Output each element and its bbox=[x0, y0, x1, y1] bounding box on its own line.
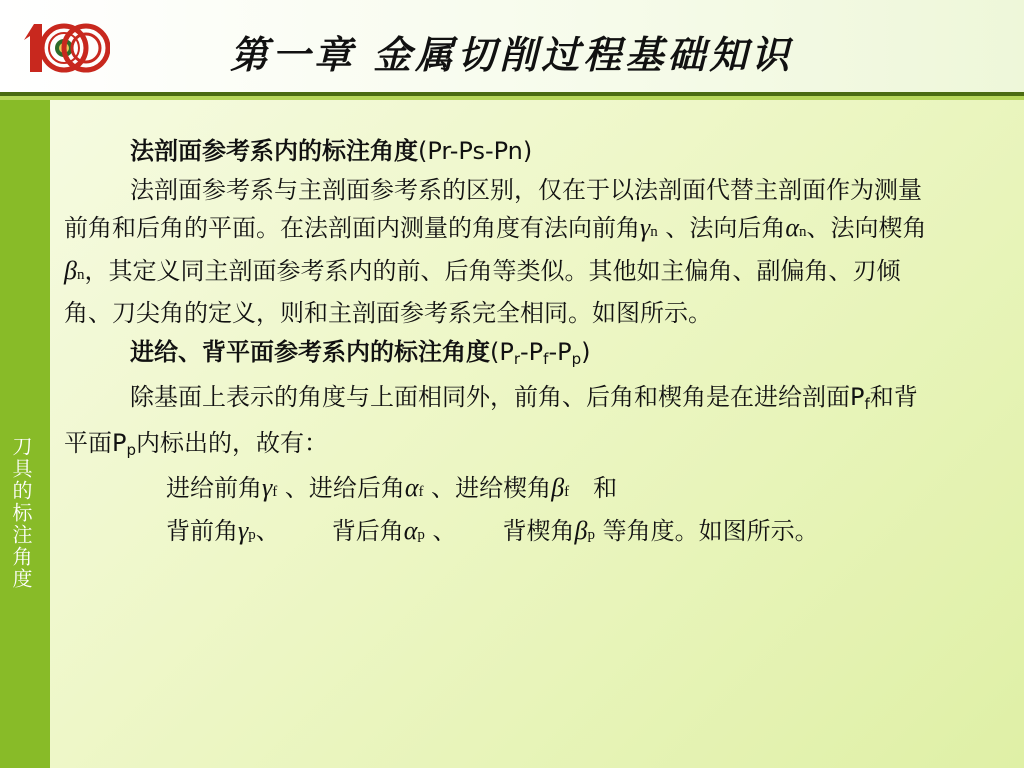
back-angles-line bbox=[64, 512, 934, 555]
text-segment: 、 bbox=[424, 516, 457, 545]
text-segment: 和背平面 bbox=[64, 383, 918, 457]
beta-symbol: β bbox=[64, 255, 77, 285]
alpha-symbol: α bbox=[403, 515, 418, 545]
text-segment: 背后角 bbox=[331, 516, 404, 545]
section-heading-feed-back-plane bbox=[64, 333, 934, 379]
slide-body bbox=[64, 132, 934, 554]
sidebar-label: 刀具的标注角度 bbox=[9, 436, 33, 590]
text-segment: 背楔角 bbox=[502, 516, 575, 545]
section-heading-normal-plane bbox=[64, 132, 934, 171]
plane-subscript: p bbox=[126, 440, 137, 459]
plane-subscript: p bbox=[571, 349, 582, 368]
heading-planes: ) bbox=[581, 337, 591, 366]
header-divider-light bbox=[0, 96, 1024, 100]
university-logo bbox=[20, 18, 110, 78]
logo-graphic bbox=[20, 18, 110, 78]
heading-planes: (Pr-Ps-Pn) bbox=[418, 137, 533, 165]
text-segment: 、进给后角 bbox=[277, 474, 405, 502]
paragraph-normal-plane bbox=[64, 171, 934, 333]
beta-symbol: β bbox=[574, 515, 588, 545]
alpha-symbol: α bbox=[785, 213, 800, 242]
sidebar bbox=[0, 100, 50, 768]
symbol-subscript: f bbox=[272, 484, 278, 500]
page-title: 第一章 金属切削过程基础知识 bbox=[230, 32, 794, 77]
text-segment: ，其定义同主剖面参考系内的前、后角等类似。其他如主偏角、副偏角、刃倾角、刀尖角的定义，则和主剖面参考系完全相同。如图所示。 bbox=[64, 256, 901, 327]
text-segment: 、法向楔角 bbox=[806, 214, 927, 242]
plane-subscript: r bbox=[513, 349, 521, 368]
plane-subscript: f bbox=[543, 349, 549, 368]
gamma-symbol: γ bbox=[640, 213, 651, 242]
text-segment: 内标出的，故有： bbox=[136, 428, 329, 457]
text-segment: 、法向后角 bbox=[657, 214, 786, 242]
alpha-symbol: α bbox=[404, 473, 419, 502]
text-segment: 除基面上表示的角度与上面相同外，前角、后角和楔角是在进给剖面 bbox=[130, 383, 850, 411]
text-segment: 进给前角 bbox=[166, 474, 262, 502]
text-segment: 、进给楔角 bbox=[423, 474, 552, 502]
plane-symbol: P bbox=[112, 428, 127, 457]
text-segment: 法剖面参考系与主剖面参考系的区别，仅在于以法剖面代替主剖面作为测量前角和后角的平面。在法剖面内测量的角度有法向前角 bbox=[64, 175, 922, 242]
text-segment: 和 bbox=[593, 474, 618, 502]
gamma-symbol: γ bbox=[262, 473, 273, 502]
feed-angles-line bbox=[64, 469, 934, 512]
heading-planes: (P bbox=[490, 337, 514, 366]
heading-planes: -P bbox=[548, 337, 572, 366]
text-segment: 背前角 bbox=[166, 516, 238, 545]
text-segment: 、 bbox=[255, 516, 280, 545]
gamma-symbol: γ bbox=[238, 515, 249, 545]
symbol-subscript: f bbox=[564, 484, 570, 500]
paragraph-feed-back-plane bbox=[64, 378, 934, 469]
heading-text: 法剖面参考系内的标注角度 bbox=[130, 137, 418, 165]
plane-subscript: f bbox=[864, 395, 870, 413]
plane-symbol: P bbox=[850, 383, 865, 411]
symbol-subscript: n bbox=[650, 224, 658, 240]
symbol-subscript: f bbox=[418, 484, 424, 500]
heading-text: 进给、背平面参考系内的标注角度 bbox=[130, 337, 490, 366]
symbol-subscript: n bbox=[799, 224, 807, 240]
symbol-subscript: p bbox=[248, 526, 256, 543]
heading-planes: -P bbox=[520, 337, 544, 366]
beta-symbol: β bbox=[551, 473, 565, 502]
symbol-subscript: p bbox=[587, 526, 595, 543]
text-segment: 等角度。如图所示。 bbox=[595, 516, 819, 545]
symbol-subscript: n bbox=[76, 266, 85, 283]
symbol-subscript: p bbox=[417, 526, 425, 543]
